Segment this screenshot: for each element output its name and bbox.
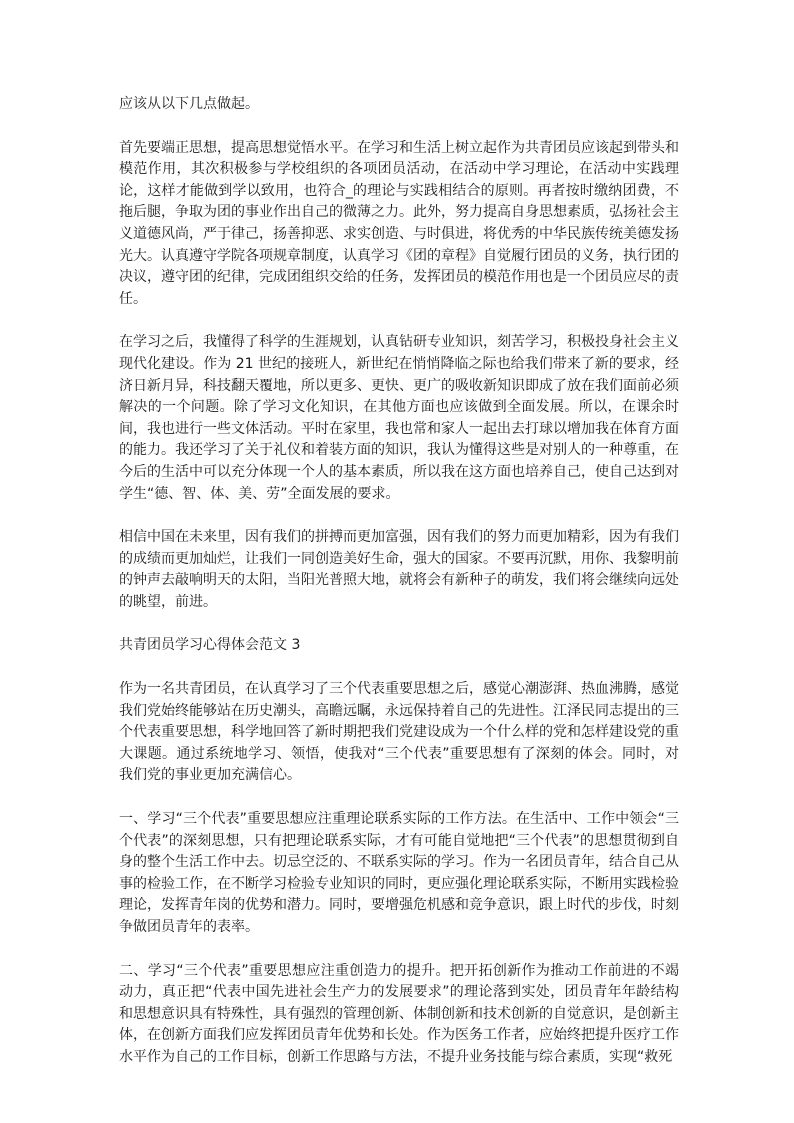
paragraph-point-one: 一、学习“三个代表”重要思想应注重理论联系实际的工作方法。在生活中、工作中领会“三个代表”的深刻思想，只有把理论联系实际，才有可能自觉地把“三个代表”的思想贯彻到自身的整个生活工作中去。切忌空泛的、不联系实际的学习。作为一名团员青年，结合自己从事的检验工作，在不断学习检验专业知识的同时，更应强化理论联系实际，不断用实践检验理论，发挥青年岗的优势和潜力。同时，要增强危机感和竞争意识，跟上时代的步伐，时刻争做团员青年的表率。 [119,811,679,935]
paragraph-three-represents-intro: 作为一名共青团员，在认真学习了三个代表重要思想之后，感觉心潮澎湃、热血沸腾，感觉我们党始终能够站在历史潮头，高瞻远瞩，永远保持着自己的先进性。江泽民同志提出的三个代表重要思想，科学地回答了新时期把我们党建设成为一个什么样的党和怎样建设党的重大课题。通过系统地学习、领悟，使我对“三个代表”重要思想有了深刻的体会。同时，对我们党的事业更加充满信心。 [119,681,679,784]
section-heading: 共青团员学习心得体会范文 3 [119,637,301,654]
paragraph-point-two: 二、学习“三个代表”重要思想应注重创造力的提升。把开拓创新作为推动工作前进的不竭动力，真正把“代表中国先进社会生产力的发展要求”的理论落到实处，团员青年年龄结构和思想意识具有特殊性，具有强烈的管理创新、体制创新和技术创新的自觉意识，是创新主体，在创新方面我们应发挥团员青年优势和长处。作为医务工作者，应始终把提升医疗工作水平作为自己的工作目标，创新工作思路与方法，不提升业务技能与综合素质，实现“救死 [119,962,679,1065]
paragraph-future: 相信中国在未来里，因有我们的拼搏而更加富强，因有我们的努力而更加精彩，因为有我们的成绩而更加灿烂，让我们一同创造美好生命，强大的国家。不要再沉默，用你、我黎明前的钟声去敲响明天的太阳，当阳光普照大地，就将会有新种子的萌发，我们将会继续向远处的眺望，前进。 [119,529,679,610]
document-page [119,94,679,1069]
paragraph-thinking: 首先要端正思想，提高思想觉悟水平。在学习和生活上树立起作为共青团员应该起到带头和模范作用，其次积极参与学校组织的各项团员活动，在活动中学习理论，在活动中实践理论，这样才能做到学以致用，也符合_的理论与实践相结合的原则。再者按时缴纳团费，不拖后腿，争取为团的事业作出自己的微薄之力。此外，努力提高自身思想素质，弘扬社会主义道德风尚，严于律己，扬善抑恶、求实创造、与时俱进，将优秀的中华民族传统美德发扬光大。认真遵守学院各项规章制度，认真学习《团的章程》自觉履行团员的义务，执行团的决议，遵守团的纪律，完成团组织交给的任务，发挥团员的模范作用也是一个团员应尽的责任。 [119,139,679,307]
paragraph-study: 在学习之后，我懂得了科学的生涯规划，认真钻研专业知识，刻苦学习，积极投身社会主义现代化建设。作为 21 世纪的接班人，新世纪在悄悄降临之际也给我们带来了新的要求，经济日新月异，科技翻天覆地，所以更多、更快、更广的吸收新知识即成了放在我们面前必须解决的一个问题。除了学习文化知识，在其他方面也应该做到全面发展。所以，在课余时间，我也进行一些文体活动。平时在家里，我也常和家人一起出去打球以增加我在体育方面的能力。我还学习了关于礼仪和着装方面的知识，我认为懂得这些是对别人的一种尊重，在今后的生活中可以充分体现一个人的基本素质，所以我在这方面也培养自己，使自己达到对学生“德、智、体、美、劳”全面发展的要求。 [119,334,679,502]
intro-line: 应该从以下几点做起。 [119,96,259,112]
